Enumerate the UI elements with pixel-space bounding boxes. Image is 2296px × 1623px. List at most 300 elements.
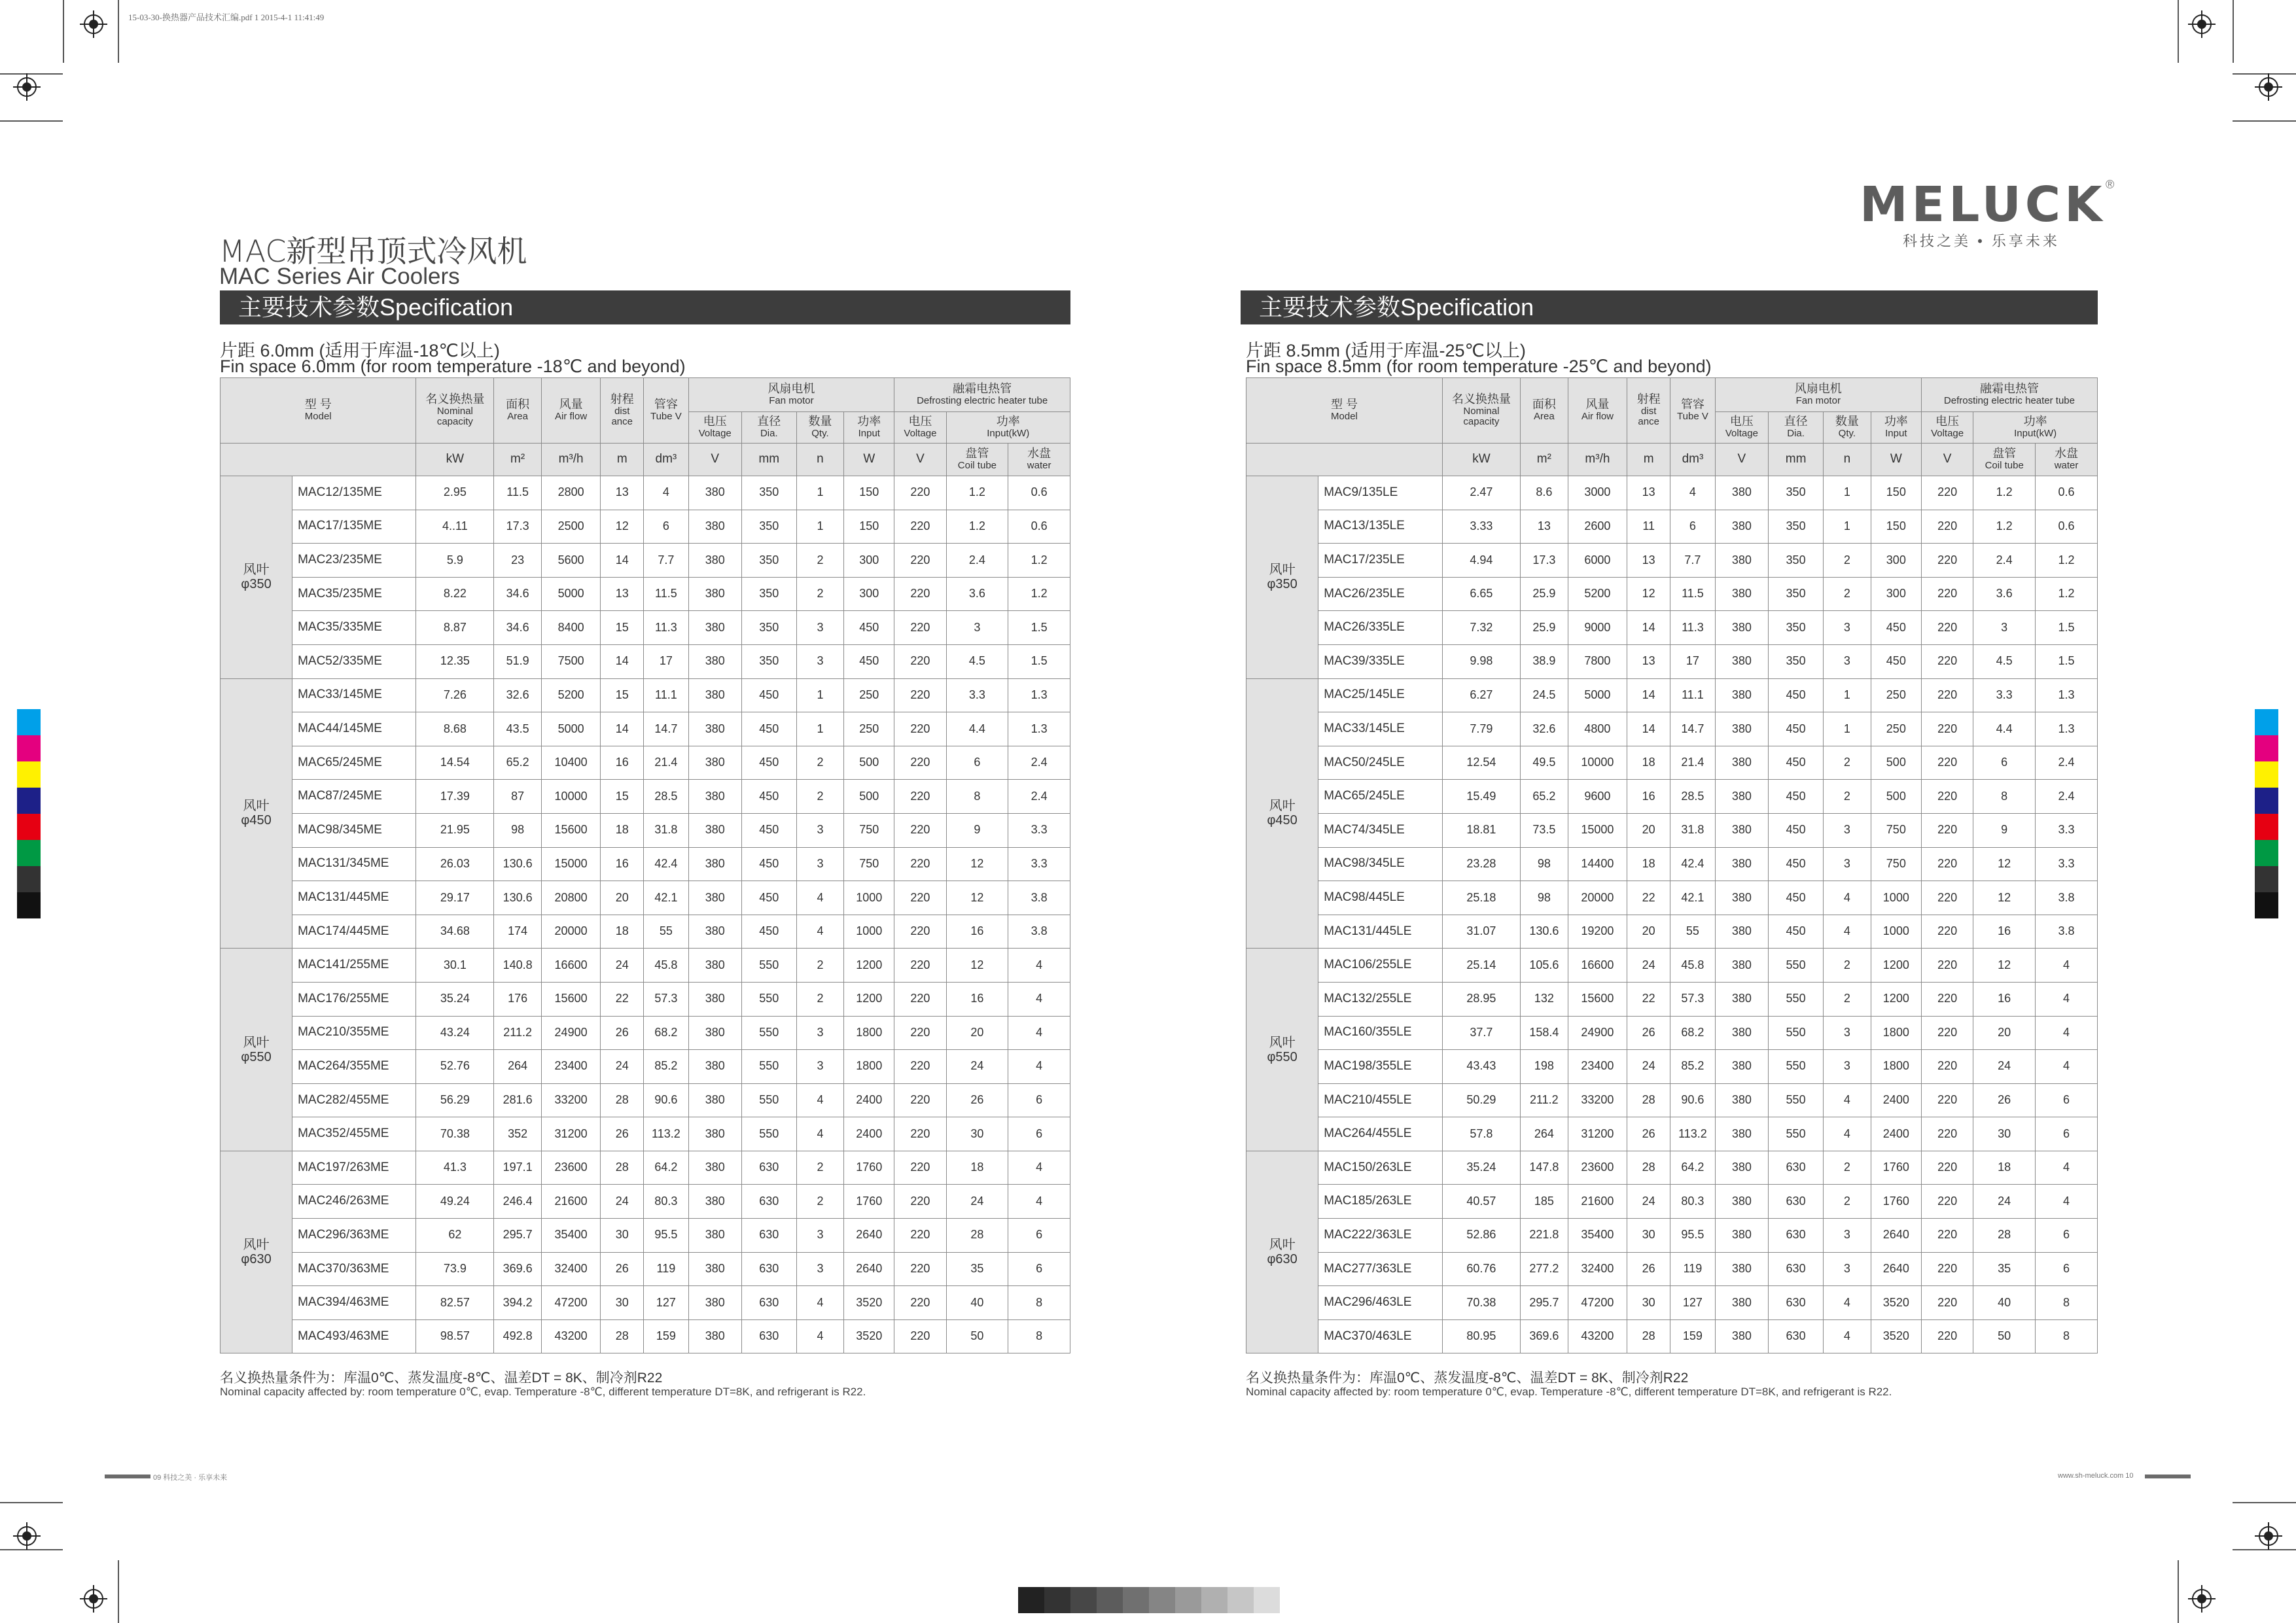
value-cell: 68.2 [644,1016,688,1050]
value-cell: 630 [741,1286,796,1320]
value-cell: 15600 [541,813,600,847]
value-cell: 6 [1008,1219,1070,1253]
header-label-en: Dia. [1787,428,1805,440]
color-swatch [2255,735,2278,761]
unit-cell: m [1627,444,1670,476]
value-cell: 7500 [541,644,600,678]
table-row [221,1151,1070,1185]
value-cell: 450 [741,678,796,712]
model-cell: MAC370/463LE [1318,1319,1443,1353]
header-row [1246,378,2098,412]
value-cell: 0.6 [2036,510,2098,544]
table-row [1246,982,2098,1016]
value-cell: 55 [1670,915,1715,949]
table-row [1246,1016,2098,1050]
value-cell: 352 [494,1117,542,1151]
value-cell: 350 [741,510,796,544]
value-cell: 113.2 [1670,1117,1715,1151]
value-cell: 6 [1670,510,1715,544]
header-label-cn: 功率 [857,415,881,428]
value-cell: 295.7 [494,1219,542,1253]
table-row [1246,780,2098,814]
model-cell: MAC150/263LE [1318,1151,1443,1185]
value-cell: 14 [1627,611,1670,645]
fan-group-label-dia: φ350 [241,577,272,592]
value-cell: 450 [1871,644,1921,678]
value-cell: 30 [1627,1286,1670,1320]
header-label-cn: 射程 [1636,393,1661,406]
value-cell: 11.1 [1670,678,1715,712]
value-cell: 49.24 [416,1185,494,1219]
value-cell: 1000 [1871,881,1921,915]
model-cell: MAC35/235ME [292,577,416,611]
table-row [1246,881,2098,915]
header-label-cn: 风扇电机 [1794,382,1842,396]
value-cell: 9 [1973,813,2036,847]
header-label-cn: 数量 [1835,415,1859,428]
value-cell: 17 [644,644,688,678]
value-cell: 28.95 [1442,982,1520,1016]
value-cell: 2 [796,780,844,814]
value-cell: 130.6 [494,881,542,915]
value-cell: 24 [946,1050,1008,1084]
value-cell: 3000 [1568,476,1627,510]
value-cell: 750 [1871,847,1921,881]
value-cell: 95.5 [644,1219,688,1253]
header-cell [494,378,542,444]
header-label-cn: 电压 [703,415,727,428]
value-cell: 3520 [1871,1319,1921,1353]
value-cell: 300 [844,544,894,578]
value-cell: 220 [894,510,946,544]
registration-mark-icon [2255,1522,2282,1550]
value-cell: 380 [1715,915,1769,949]
value-cell: 1.2 [1973,476,2036,510]
header-label-cn: 功率 [996,415,1020,428]
header-label-cn: 直径 [1784,415,1808,428]
table-row [1246,746,2098,780]
value-cell: 15000 [1568,813,1627,847]
model-cell: MAC277/363LE [1318,1252,1443,1286]
value-cell: 4800 [1568,712,1627,746]
value-cell: 35 [1973,1252,2036,1286]
unit-cell: kW [1442,444,1520,476]
value-cell: 28 [601,1083,644,1117]
spec-table-left [220,377,1070,1353]
units-row [221,444,1070,476]
value-cell: 13 [601,476,644,510]
value-cell: 16 [946,982,1008,1016]
header-cell [894,412,946,444]
fan-group-label-cn: 风叶 [1269,1238,1296,1253]
value-cell: 2 [796,746,844,780]
unit-cell: n [1823,444,1871,476]
value-cell: 10000 [1568,746,1627,780]
model-cell: MAC198/355LE [1318,1050,1443,1084]
registered-mark: ® [2106,178,2115,191]
value-cell: 369.6 [1520,1319,1568,1353]
fan-group-label [1246,476,1318,679]
color-swatch [2255,761,2278,788]
value-cell: 15.49 [1442,780,1520,814]
value-cell: 4.5 [946,644,1008,678]
model-cell: MAC210/455LE [1318,1083,1443,1117]
value-cell: 450 [1769,881,1824,915]
unit-cell: m² [494,444,542,476]
value-cell: 140.8 [494,949,542,983]
table-row [1246,510,2098,544]
value-cell: 1 [796,712,844,746]
value-cell: 12 [946,949,1008,983]
value-cell: 6 [2036,1219,2098,1253]
value-cell: 33200 [541,1083,600,1117]
unit-cell: m³/h [541,444,600,476]
header-cell [1627,378,1670,444]
units-spacer [1246,444,1443,476]
model-cell: MAC26/235LE [1318,577,1443,611]
value-cell: 6 [2036,1117,2098,1151]
table-row [221,746,1070,780]
header-label-cn: 融霜电热管 [953,382,1012,396]
value-cell: 750 [844,847,894,881]
model-cell: MAC98/345LE [1318,847,1443,881]
value-cell: 394.2 [494,1286,542,1320]
header-label-cn: 风量 [559,398,583,411]
table-row [221,813,1070,847]
header-cell [1921,378,2097,412]
value-cell: 380 [1715,780,1769,814]
table-row [1246,476,2098,510]
model-cell: MAC246/263ME [292,1185,416,1219]
header-label-en: Input [1885,428,1907,440]
header-cell [946,444,1008,476]
value-cell: 220 [1921,1185,1973,1219]
value-cell: 31200 [1568,1117,1627,1151]
value-cell: 550 [1769,1050,1824,1084]
unit-cell: V [1921,444,1973,476]
value-cell: 220 [1921,611,1973,645]
value-cell: 380 [688,510,741,544]
value-cell: 4 [2036,1050,2098,1084]
color-swatch [2255,788,2278,814]
value-cell: 2640 [844,1219,894,1253]
value-cell: 50 [1973,1319,2036,1353]
gray-swatch [1097,1587,1123,1613]
value-cell: 65.2 [494,746,542,780]
value-cell: 20000 [541,915,600,949]
value-cell: 2.4 [1008,780,1070,814]
brand-tagline: 科技之美 • 乐享未来 [1903,233,2060,249]
unit-cell: dm³ [644,444,688,476]
value-cell: 2.4 [2036,746,2098,780]
value-cell: 20800 [541,881,600,915]
table-row [221,1185,1070,1219]
value-cell: 158.4 [1520,1016,1568,1050]
fan-group-label [221,678,292,949]
value-cell: 15600 [1568,982,1627,1016]
value-cell: 220 [894,1050,946,1084]
value-cell: 31200 [541,1117,600,1151]
value-cell: 95.5 [1670,1219,1715,1253]
header-cell [946,412,1070,444]
value-cell: 4..11 [416,510,494,544]
value-cell: 500 [1871,746,1921,780]
model-cell: MAC131/445LE [1318,915,1443,949]
value-cell: 35400 [541,1219,600,1253]
value-cell: 80.95 [1442,1319,1520,1353]
units-spacer [221,444,416,476]
value-cell: 3 [796,847,844,881]
value-cell: 220 [894,678,946,712]
value-cell: 20 [601,881,644,915]
value-cell: 630 [1769,1185,1824,1219]
value-cell: 43.43 [1442,1050,1520,1084]
value-cell: 4 [1008,949,1070,983]
fan-group-label [1246,678,1318,949]
model-cell: MAC74/345LE [1318,813,1443,847]
value-cell: 18 [601,915,644,949]
value-cell: 26 [946,1083,1008,1117]
value-cell: 24 [601,949,644,983]
value-cell: 17.3 [494,510,542,544]
value-cell: 24 [1973,1185,2036,1219]
fan-group-label-cn: 风叶 [1269,1035,1296,1050]
header-cell [844,412,894,444]
value-cell: 26 [1627,1252,1670,1286]
value-cell: 350 [741,644,796,678]
value-cell: 30 [1627,1219,1670,1253]
header-label-en: dist [1641,405,1657,417]
value-cell: 277.2 [1520,1252,1568,1286]
value-cell: 1 [796,678,844,712]
value-cell: 1 [1823,510,1871,544]
value-cell: 40 [1973,1286,2036,1320]
header-label-cn: 功率 [2023,415,2047,428]
value-cell: 220 [894,847,946,881]
value-cell: 220 [894,644,946,678]
header-cell [1520,378,1568,444]
value-cell: 220 [1921,1286,1973,1320]
value-cell: 220 [894,780,946,814]
value-cell: 23400 [541,1050,600,1084]
unit-cell: n [796,444,844,476]
value-cell: 9000 [1568,611,1627,645]
value-cell: 2 [1823,746,1871,780]
table-row [1246,544,2098,578]
table-row [221,644,1070,678]
value-cell: 12 [946,847,1008,881]
model-cell: MAC35/335ME [292,611,416,645]
model-cell: MAC17/135ME [292,510,416,544]
value-cell: 26 [601,1252,644,1286]
registration-mark-icon [13,1522,41,1550]
header-label-en: Voltage [1725,428,1758,440]
value-cell: 49.5 [1520,746,1568,780]
value-cell: 4 [1008,1050,1070,1084]
value-cell: 8.68 [416,712,494,746]
value-cell: 11.1 [644,678,688,712]
gray-swatch [1149,1587,1175,1613]
value-cell: 28.5 [644,780,688,814]
value-cell: 450 [1769,712,1824,746]
value-cell: 50 [946,1319,1008,1353]
value-cell: 2400 [1871,1117,1921,1151]
header-row [221,378,1070,412]
header-cell [1823,412,1871,444]
header-cell [688,412,741,444]
value-cell: 2 [1823,544,1871,578]
value-cell: 2 [796,949,844,983]
registration-mark-icon [2188,10,2216,38]
value-cell: 3.3 [1008,847,1070,881]
value-cell: 1200 [844,982,894,1016]
value-cell: 450 [1769,780,1824,814]
value-cell: 500 [844,780,894,814]
value-cell: 2800 [541,476,600,510]
value-cell: 1200 [1871,982,1921,1016]
header-cell [688,378,894,412]
registration-mark-icon [80,10,107,38]
value-cell: 220 [894,813,946,847]
value-cell: 350 [741,577,796,611]
value-cell: 350 [741,544,796,578]
value-cell: 3.3 [1973,678,2036,712]
value-cell: 2.4 [946,544,1008,578]
value-cell: 85.2 [1670,1050,1715,1084]
value-cell: 16 [1973,915,2036,949]
value-cell: 22 [601,982,644,1016]
value-cell: 380 [1715,1050,1769,1084]
header-label-cn: 风量 [1585,398,1610,411]
value-cell: 1.2 [1008,544,1070,578]
value-cell: 3 [1823,1252,1871,1286]
value-cell: 35.24 [416,982,494,1016]
model-cell: MAC98/445LE [1318,881,1443,915]
value-cell: 1.5 [1008,644,1070,678]
value-cell: 250 [1871,678,1921,712]
value-cell: 2 [1823,577,1871,611]
value-cell: 220 [894,1252,946,1286]
color-bar-left [17,709,41,918]
value-cell: 220 [894,611,946,645]
value-cell: 45.8 [1670,949,1715,983]
footer-bar-left [105,1475,150,1478]
value-cell: 380 [688,1319,741,1353]
table-row [1246,847,2098,881]
value-cell: 220 [894,1319,946,1353]
header-label-cn: 名义换热量 [425,393,485,406]
value-cell: 380 [688,982,741,1016]
value-cell: 4 [2036,1185,2098,1219]
header-cell [1246,378,1443,444]
value-cell: 25.9 [1520,611,1568,645]
value-cell: 380 [1715,544,1769,578]
table-row [221,678,1070,712]
value-cell: 14 [601,544,644,578]
color-swatch [2255,866,2278,892]
value-cell: 211.2 [1520,1083,1568,1117]
value-cell: 42.1 [644,881,688,915]
gray-swatch [1254,1587,1280,1613]
value-cell: 4 [1823,1319,1871,1353]
value-cell: 550 [741,949,796,983]
header-cell [1871,412,1921,444]
value-cell: 3 [796,611,844,645]
value-cell: 7800 [1568,644,1627,678]
value-cell: 8 [1008,1286,1070,1320]
note-cn-right: 名义换热量条件为：库温0℃、蒸发温度-8℃、温差DT = 8K、制冷剂R22 [1246,1370,1689,1386]
value-cell: 220 [894,746,946,780]
value-cell: 1.2 [2036,544,2098,578]
value-cell: 220 [1921,1319,1973,1353]
value-cell: 3 [1973,611,2036,645]
value-cell: 1800 [1871,1050,1921,1084]
header-label-en: Voltage [904,428,937,440]
header-label-cn: 水盘 [2055,447,2079,461]
value-cell: 380 [688,1151,741,1185]
value-cell: 98 [1520,847,1568,881]
model-cell: MAC176/255ME [292,982,416,1016]
value-cell: 220 [1921,1083,1973,1117]
header-cell [894,378,1070,412]
header-cell [1670,378,1715,444]
model-cell: MAC13/135LE [1318,510,1443,544]
fan-group-label-cn: 风叶 [1269,563,1296,578]
header-label-cn: 面积 [506,398,530,411]
value-cell: 2640 [844,1252,894,1286]
value-cell: 73.5 [1520,813,1568,847]
value-cell: 12 [1973,949,2036,983]
value-cell: 220 [1921,544,1973,578]
table-row [1246,712,2098,746]
header-label-en: ance [611,416,633,428]
color-swatch [17,788,41,814]
model-cell: MAC394/463ME [292,1286,416,1320]
value-cell: 450 [741,780,796,814]
value-cell: 42.4 [644,847,688,881]
header-label-en: Defrosting electric heater tube [917,395,1048,407]
header-label-cn: 电压 [908,415,932,428]
value-cell: 2.4 [2036,780,2098,814]
value-cell: 130.6 [494,847,542,881]
model-cell: MAC23/235ME [292,544,416,578]
value-cell: 16 [601,746,644,780]
value-cell: 25.14 [1442,949,1520,983]
value-cell: 4 [1823,915,1871,949]
header-label-en: Nominal [1463,405,1500,417]
note-en-right: Nominal capacity affected by: room temperature 0℃, evap. Temperature -8℃, different temperature DT=8K, and refrigerant is R22. [1246,1386,1892,1398]
value-cell: 18 [946,1151,1008,1185]
value-cell: 3 [1823,611,1871,645]
model-cell: MAC264/455LE [1318,1117,1443,1151]
value-cell: 1.2 [2036,577,2098,611]
value-cell: 30.1 [416,949,494,983]
value-cell: 380 [688,712,741,746]
value-cell: 380 [1715,644,1769,678]
model-cell: MAC132/255LE [1318,982,1443,1016]
model-cell: MAC9/135LE [1318,476,1443,510]
value-cell: 8 [1008,1319,1070,1353]
model-cell: MAC160/355LE [1318,1016,1443,1050]
value-cell: 264 [494,1050,542,1084]
units-row [1246,444,2098,476]
value-cell: 73.9 [416,1252,494,1286]
value-cell: 380 [1715,847,1769,881]
value-cell: 380 [1715,746,1769,780]
value-cell: 26 [601,1117,644,1151]
value-cell: 35400 [1568,1219,1627,1253]
header-cell [416,378,494,444]
